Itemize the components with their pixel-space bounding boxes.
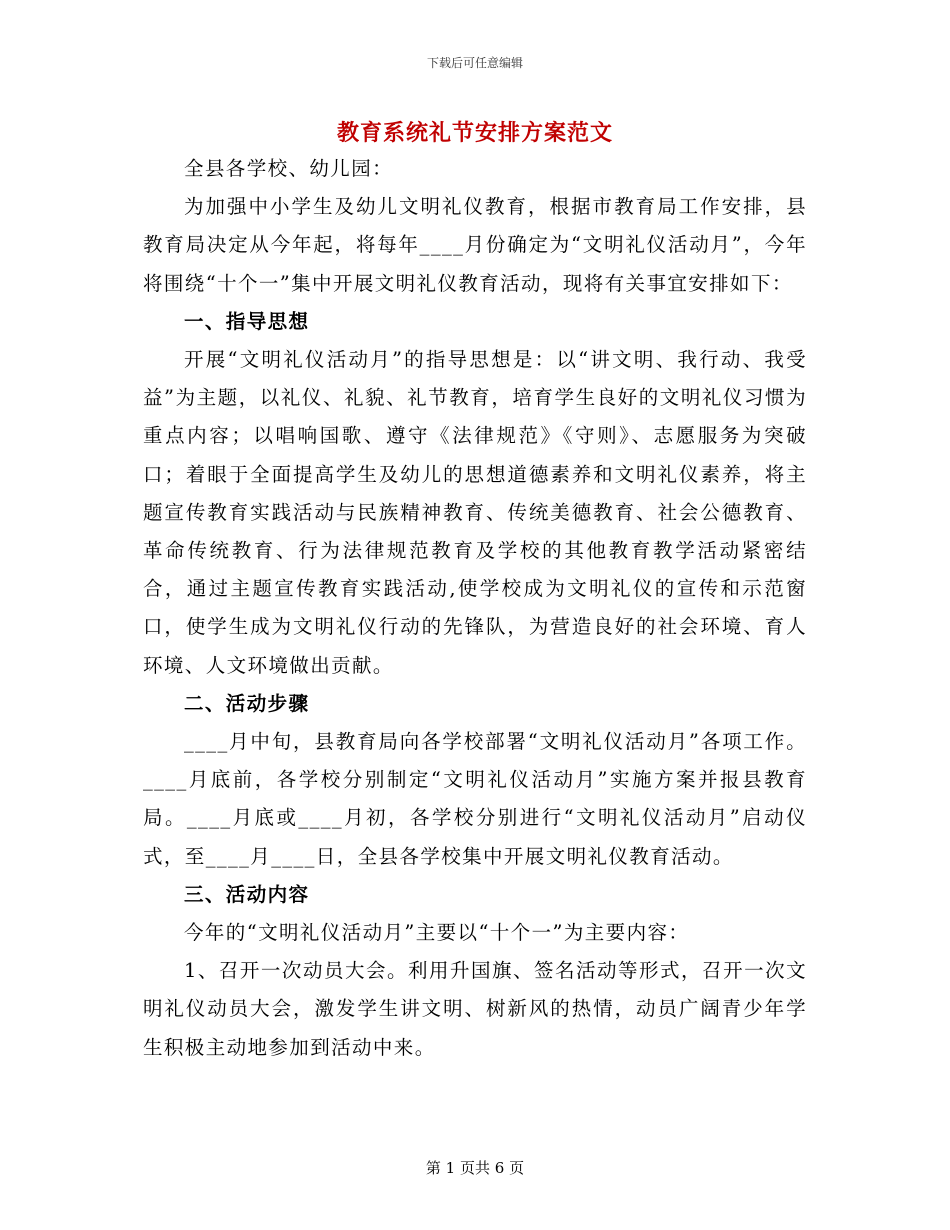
paragraph-intro: 为加强中小学生及幼儿文明礼仪教育，根据市教育局工作安排，县教育局决定从今年起，将每年____月份确定为“文明礼仪活动月”，今年将围绕“十个一”集中开展文明礼仪教育活动，现将有关事宜安排如下：: [143, 195, 807, 295]
paragraph-guiding-ideology: 开展“文明礼仪活动月”的指导思想是：以“讲文明、我行动、我受益”为主题，以礼仪、礼貌、礼节教育，培育学生良好的文明礼仪习惯为重点内容；以唱响国歌、遵守《法律规范》《守则》、志愿服务为突破口；着眼于全面提高学生及幼儿的思想道德素养和文明礼仪素养，将主题宣传教育实践活动与民族精神教育、传统美德教育、社会公德教育、革命传统教育、行为法律规范教育及学校的其他教育教学活动紧密结合，通过主题宣传教育实践活动,使学校成为文明礼仪的宣传和示范窗口，使学生成为文明礼仪行动的先锋队，为营造良好的社会环境、育人环境、人文环境做出贡献。: [143, 348, 807, 677]
section-heading-activity-content: 三、活动内容: [184, 882, 310, 906]
section-heading-guiding-ideology: 一、指导思想: [184, 309, 310, 333]
paragraph-activity-steps: ____月中旬，县教育局向各学校部署“文明礼仪活动月”各项工作。____月底前，各学校分别制定“文明礼仪活动月”实施方案并报县教育局。____月底或____月初，各学校分别进行“文明礼仪活动月”启动仪式，至____月____日，全县各学校集中开展文明礼仪教育活动。: [143, 730, 807, 868]
page-number: 第 1 页共 6 页: [425, 1159, 525, 1177]
paragraph-salutation: 全县各学校、幼儿园：: [184, 157, 394, 180]
document-body: [143, 150, 807, 1067]
section-heading-activity-steps: 二、活动步骤: [184, 691, 310, 715]
document-title: 教育系统礼节安排方案范文: [336, 120, 613, 146]
paragraph-activity-content-intro: 今年的“文明礼仪活动月”主要以“十个一”为主要内容：: [184, 921, 690, 945]
page-header-note: 下载后可任意编辑: [426, 56, 523, 70]
paragraph-item-1: 1、召开一次动员大会。利用升国旗、签名活动等形式，召开一次文明礼仪动员大会，激发学生讲文明、树新风的热情，动员广阔青少年学生积极主动地参加到活动中来。: [143, 959, 807, 1059]
